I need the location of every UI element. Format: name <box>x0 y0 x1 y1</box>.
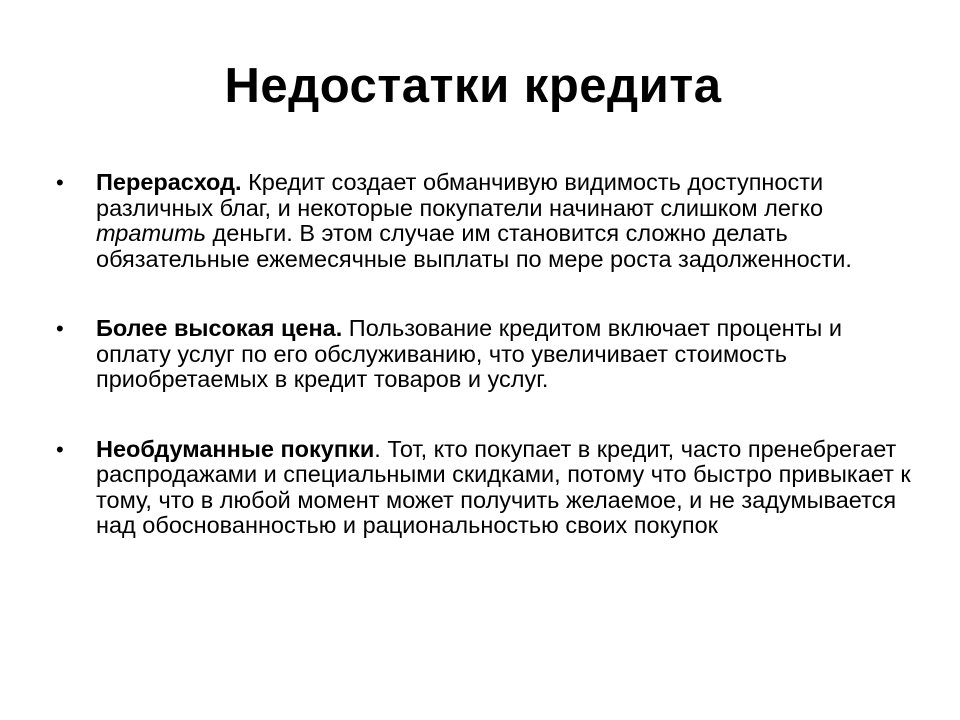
bullet-impulse-purchases <box>56 437 916 539</box>
bullet-text: . Тот, кто покупает в кредит, часто пренебрегает распродажами и специальными скидками, потому что быстро привыкает к тому, что в любой момент может получить желаемое, и не задумывается над обоснованностью и рациональностью своих покупок <box>96 435 911 538</box>
bullet-list <box>56 170 916 539</box>
bullet-text-end: деньги. В этом случае им становится сложно делать обязательные ежемесячные выплаты по мере роста задолженности. <box>96 220 852 272</box>
bullet-dot-icon: • <box>56 170 64 195</box>
bullet-overspending <box>56 170 916 272</box>
slide-title: Недостатки кредита <box>224 59 722 113</box>
bullet-text: Кредит создает обманчивую видимость доступности различных благ, и некоторые покупатели начинают слишком легко <box>96 169 824 221</box>
bullet-emphasis: тратить <box>96 220 207 246</box>
bullet-lead: Более высокая цена. <box>96 315 343 341</box>
bullet-lead: Необдуманные покупки <box>96 435 375 462</box>
bullet-lead: Перерасход. <box>96 169 242 195</box>
bullet-dot-icon: • <box>56 316 64 341</box>
bullet-text: Пользование кредитом включает проценты и оплату услуг по его обслуживанию, что увеличивает стоимость приобретаемых в кредит товаров и услуг. <box>96 315 842 392</box>
bullet-dot-icon: • <box>56 436 64 462</box>
bullet-higher-price <box>56 316 916 393</box>
